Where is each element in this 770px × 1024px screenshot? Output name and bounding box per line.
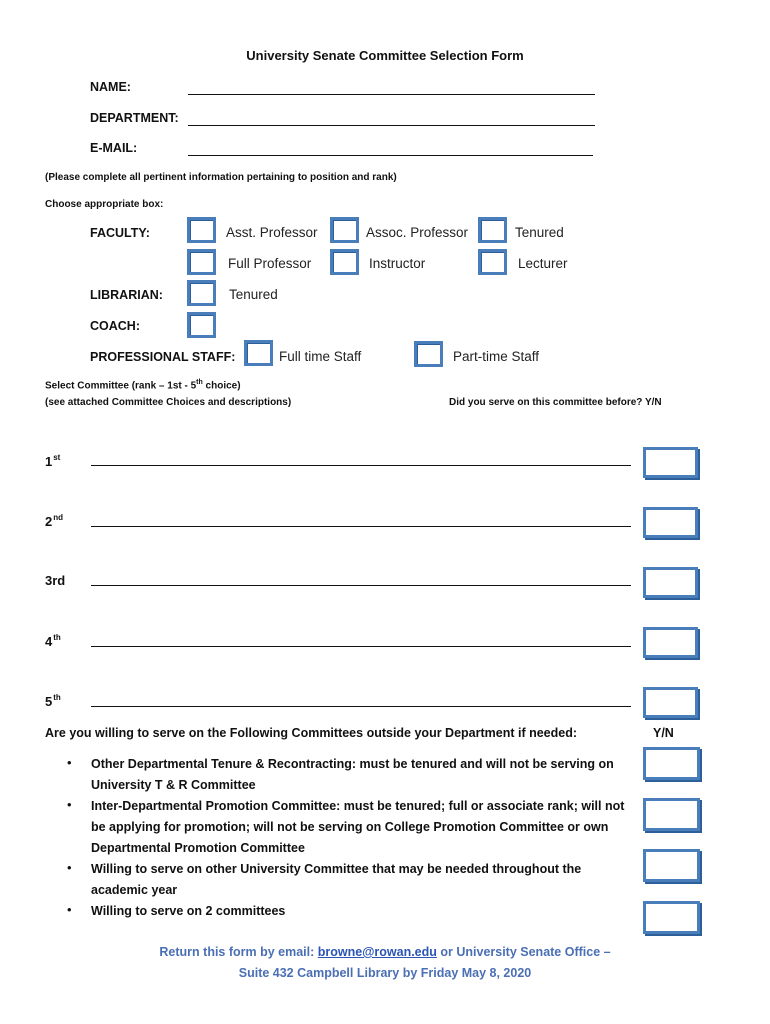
- option-part-time-staff: Part-time Staff: [453, 349, 540, 364]
- professional-staff-label: PROFESSIONAL STAFF:: [90, 350, 236, 364]
- email-field[interactable]: [188, 155, 593, 156]
- bullet-3-marker: •: [67, 860, 72, 875]
- bullet-1-marker: •: [67, 755, 72, 770]
- rank-3-committee-field[interactable]: [91, 585, 631, 586]
- option-librarian-tenured: Tenured: [229, 287, 278, 302]
- checkbox-asst-professor[interactable]: [187, 217, 216, 243]
- department-label: DEPARTMENT:: [90, 111, 179, 125]
- librarian-label: LIBRARIAN:: [90, 288, 163, 302]
- rank-3-label: 3rd: [45, 573, 66, 588]
- select-committee-label: Select Committee (rank – 1st - 5th choice): [45, 379, 241, 392]
- checkbox-instructor[interactable]: [330, 249, 359, 275]
- willing-yn-label: Y/N: [653, 726, 674, 740]
- name-label: NAME:: [90, 80, 131, 94]
- rank-4-committee-field[interactable]: [91, 646, 631, 647]
- checkbox-tenured[interactable]: [478, 217, 507, 243]
- checkbox-full-time-staff[interactable]: [244, 340, 273, 366]
- checkbox-assoc-professor[interactable]: [330, 217, 359, 243]
- bullet-2-marker: •: [67, 797, 72, 812]
- rank-2-committee-field[interactable]: [91, 526, 631, 527]
- rank-1-label: 1st: [45, 453, 61, 469]
- bullet-3-yn-box[interactable]: [643, 849, 700, 882]
- footer-line-2: Suite 432 Campbell Library by Friday May 8, 2020: [238, 966, 532, 980]
- department-field[interactable]: [188, 125, 595, 126]
- rank-5-committee-field[interactable]: [91, 706, 631, 707]
- faculty-label: FACULTY:: [90, 226, 150, 240]
- rank-2-label: 2nd: [45, 513, 64, 529]
- rank-5-yn-box[interactable]: [643, 687, 698, 718]
- checkbox-part-time-staff[interactable]: [414, 341, 443, 367]
- checkbox-lecturer[interactable]: [478, 249, 507, 275]
- bullet-4-yn-box[interactable]: [643, 901, 700, 934]
- bullet-3-text: Willing to serve on other University Committee that may be needed throughout the academic year: [91, 862, 582, 897]
- bullet-1-text: Other Departmental Tenure & Recontracting: must be tenured and will not be serving on University T & R Committee: [91, 757, 614, 792]
- rank-4-label: 4th: [45, 633, 61, 649]
- option-full-time-staff: Full time Staff: [279, 349, 362, 364]
- email-label: E-MAIL:: [90, 141, 138, 155]
- footer-line-1: Return this form by email: browne@rowan.edu or University Senate Office –: [159, 945, 611, 959]
- coach-label: COACH:: [90, 319, 140, 333]
- option-assoc-professor: Assoc. Professor: [366, 225, 469, 240]
- rank-5-label: 5th: [45, 693, 61, 709]
- rank-1-yn-box[interactable]: [643, 447, 698, 478]
- bullet-1-yn-box[interactable]: [643, 747, 700, 780]
- bullet-4-text: Willing to serve on 2 committees: [91, 904, 286, 918]
- checkbox-coach[interactable]: [187, 312, 216, 338]
- choose-box-label: Choose appropriate box:: [45, 199, 164, 210]
- checkbox-librarian-tenured[interactable]: [187, 280, 216, 306]
- rank-4-yn-box[interactable]: [643, 627, 698, 658]
- option-tenured: Tenured: [515, 225, 564, 240]
- option-instructor: Instructor: [369, 256, 426, 271]
- bullet-2-yn-box[interactable]: [643, 798, 700, 831]
- option-full-professor: Full Professor: [228, 256, 312, 271]
- bullet-4-marker: •: [67, 902, 72, 917]
- complete-note: (Please complete all pertinent information pertaining to position and rank): [45, 172, 397, 183]
- see-attached-note: (see attached Committee Choices and descriptions): [45, 397, 292, 408]
- page-title: University Senate Committee Selection Form: [246, 48, 524, 63]
- willing-question: Are you willing to serve on the Following Committees outside your Department if needed:: [45, 726, 578, 740]
- bullet-2-text: Inter-Departmental Promotion Committee: must be tenured; full or associate rank; will not be applying for promotion; will not be serving on College Promotion Committee or own Departmental Promotion Committee: [91, 799, 625, 855]
- rank-1-committee-field[interactable]: [91, 465, 631, 466]
- served-before-label: Did you serve on this committee before? Y/N: [449, 397, 662, 408]
- option-asst-professor: Asst. Professor: [226, 225, 318, 240]
- rank-2-yn-box[interactable]: [643, 507, 698, 538]
- option-lecturer: Lecturer: [518, 256, 568, 271]
- rank-3-yn-box[interactable]: [643, 567, 698, 598]
- checkbox-full-professor[interactable]: [187, 249, 216, 275]
- email-link[interactable]: browne@rowan.edu: [317, 945, 437, 959]
- name-field[interactable]: [188, 94, 595, 95]
